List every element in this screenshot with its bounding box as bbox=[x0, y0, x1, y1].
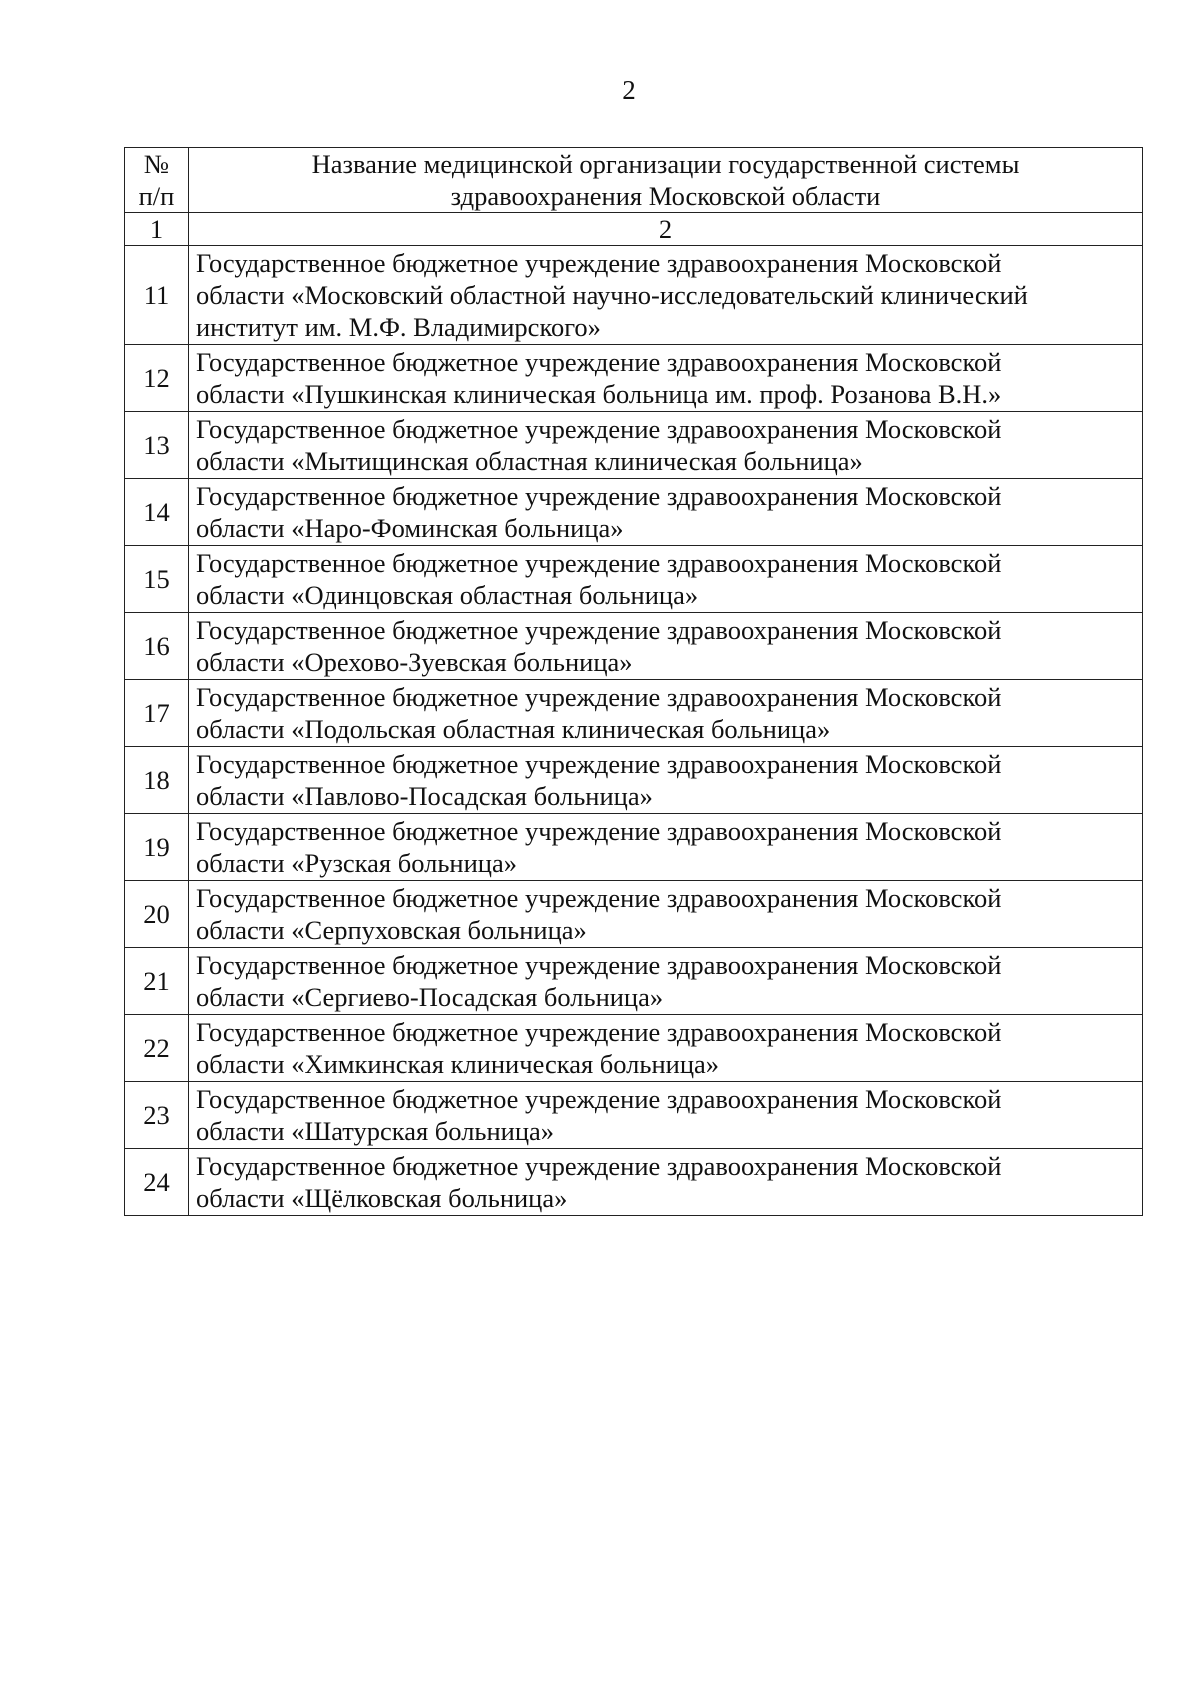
organization-name-cell bbox=[189, 345, 1143, 412]
organization-name-line: области «Сергиево-Посадская больница» bbox=[196, 982, 664, 1012]
table-row bbox=[125, 412, 1143, 479]
organization-name-line: Государственное бюджетное учреждение здравоохранения Московской bbox=[196, 481, 1002, 511]
organization-name-line: области «Подольская областная клиническая больница» bbox=[196, 714, 831, 744]
organization-name-line: Государственное бюджетное учреждение здравоохранения Московской bbox=[196, 347, 1002, 377]
organization-name-cell bbox=[189, 246, 1143, 345]
organization-name-cell bbox=[189, 948, 1143, 1015]
header-number-line: п/п bbox=[138, 181, 175, 211]
table-row bbox=[125, 814, 1143, 881]
table-row bbox=[125, 345, 1143, 412]
header-number-cell bbox=[125, 148, 189, 213]
organization-name-line: Государственное бюджетное учреждение здравоохранения Московской bbox=[196, 883, 1002, 913]
organizations-table bbox=[124, 147, 1143, 1216]
organization-name-line: Государственное бюджетное учреждение здравоохранения Московской bbox=[196, 1151, 1002, 1181]
organization-name-line: области «Павлово-Посадская больница» bbox=[196, 781, 653, 811]
row-number-cell: 23 bbox=[125, 1082, 189, 1149]
table-row bbox=[125, 479, 1143, 546]
organization-name-cell bbox=[189, 747, 1143, 814]
row-number-cell: 15 bbox=[125, 546, 189, 613]
header-title-line: Название медицинской организации государственной системы bbox=[311, 149, 1020, 179]
organization-name-line: области «Московский областной научно-исследовательский клинический bbox=[196, 280, 1028, 310]
organization-name-cell bbox=[189, 613, 1143, 680]
organization-name-line: Государственное бюджетное учреждение здравоохранения Московской bbox=[196, 682, 1002, 712]
page-number: 2 bbox=[622, 75, 636, 105]
row-number-cell: 11 bbox=[125, 246, 189, 345]
column-index-cell: 1 bbox=[125, 213, 189, 246]
organization-name-line: области «Рузская больница» bbox=[196, 848, 517, 878]
column-index-cell: 2 bbox=[189, 213, 1143, 246]
organization-name-line: области «Серпуховская больница» bbox=[196, 915, 587, 945]
row-number-cell: 24 bbox=[125, 1149, 189, 1216]
organization-name-line: Государственное бюджетное учреждение здравоохранения Московской bbox=[196, 615, 1002, 645]
organization-name-line: Государственное бюджетное учреждение здравоохранения Московской bbox=[196, 248, 1002, 278]
table-row bbox=[125, 680, 1143, 747]
organization-name-line: области «Пушкинская клиническая больница им. проф. Розанова В.Н.» bbox=[196, 379, 1002, 409]
table-row bbox=[125, 948, 1143, 1015]
row-number-cell: 18 bbox=[125, 747, 189, 814]
table-row bbox=[125, 881, 1143, 948]
organization-name-line: Государственное бюджетное учреждение здравоохранения Московской bbox=[196, 1017, 1002, 1047]
organization-name-line: области «Орехово-Зуевская больница» bbox=[196, 647, 633, 677]
table-row bbox=[125, 1149, 1143, 1216]
organization-name-cell bbox=[189, 479, 1143, 546]
organization-name-line: Государственное бюджетное учреждение здравоохранения Московской bbox=[196, 749, 1002, 779]
organization-name-line: Государственное бюджетное учреждение здравоохранения Московской bbox=[196, 816, 1002, 846]
organization-name-line: области «Шатурская больница» bbox=[196, 1116, 555, 1146]
row-number-cell: 16 bbox=[125, 613, 189, 680]
table-header-row bbox=[125, 148, 1143, 213]
organization-name-cell bbox=[189, 881, 1143, 948]
organization-name-cell bbox=[189, 1149, 1143, 1216]
organization-name-line: институт им. М.Ф. Владимирского» bbox=[196, 312, 601, 342]
table-row bbox=[125, 747, 1143, 814]
organization-name-line: области «Химкинская клиническая больница» bbox=[196, 1049, 720, 1079]
table-row bbox=[125, 546, 1143, 613]
organization-name-cell bbox=[189, 1082, 1143, 1149]
organization-name-line: области «Щёлковская больница» bbox=[196, 1183, 568, 1213]
organization-name-line: Государственное бюджетное учреждение здравоохранения Московской bbox=[196, 414, 1002, 444]
table-row bbox=[125, 1082, 1143, 1149]
column-index-row bbox=[125, 213, 1143, 246]
row-number-cell: 20 bbox=[125, 881, 189, 948]
organization-name-line: Государственное бюджетное учреждение здравоохранения Московской bbox=[196, 548, 1002, 578]
row-number-cell: 19 bbox=[125, 814, 189, 881]
row-number-cell: 17 bbox=[125, 680, 189, 747]
table-row bbox=[125, 246, 1143, 345]
row-number-cell: 12 bbox=[125, 345, 189, 412]
organization-name-line: области «Одинцовская областная больница» bbox=[196, 580, 699, 610]
organization-name-cell bbox=[189, 546, 1143, 613]
organization-name-cell bbox=[189, 680, 1143, 747]
organization-name-cell bbox=[189, 814, 1143, 881]
row-number-cell: 13 bbox=[125, 412, 189, 479]
row-number-cell: 22 bbox=[125, 1015, 189, 1082]
organization-name-line: Государственное бюджетное учреждение здравоохранения Московской bbox=[196, 950, 1002, 980]
row-number-cell: 14 bbox=[125, 479, 189, 546]
row-number-cell: 21 bbox=[125, 948, 189, 1015]
organization-name-line: области «Мытищинская областная клиническая больница» bbox=[196, 446, 863, 476]
organization-name-line: Государственное бюджетное учреждение здравоохранения Московской bbox=[196, 1084, 1002, 1114]
header-title-line: здравоохранения Московской области bbox=[450, 181, 881, 211]
header-number-line: № bbox=[143, 149, 170, 179]
organization-name-line: области «Наро-Фоминская больница» bbox=[196, 513, 624, 543]
table-row bbox=[125, 1015, 1143, 1082]
organization-name-cell bbox=[189, 412, 1143, 479]
organization-name-cell bbox=[189, 1015, 1143, 1082]
header-title-cell bbox=[189, 148, 1143, 213]
table-row bbox=[125, 613, 1143, 680]
